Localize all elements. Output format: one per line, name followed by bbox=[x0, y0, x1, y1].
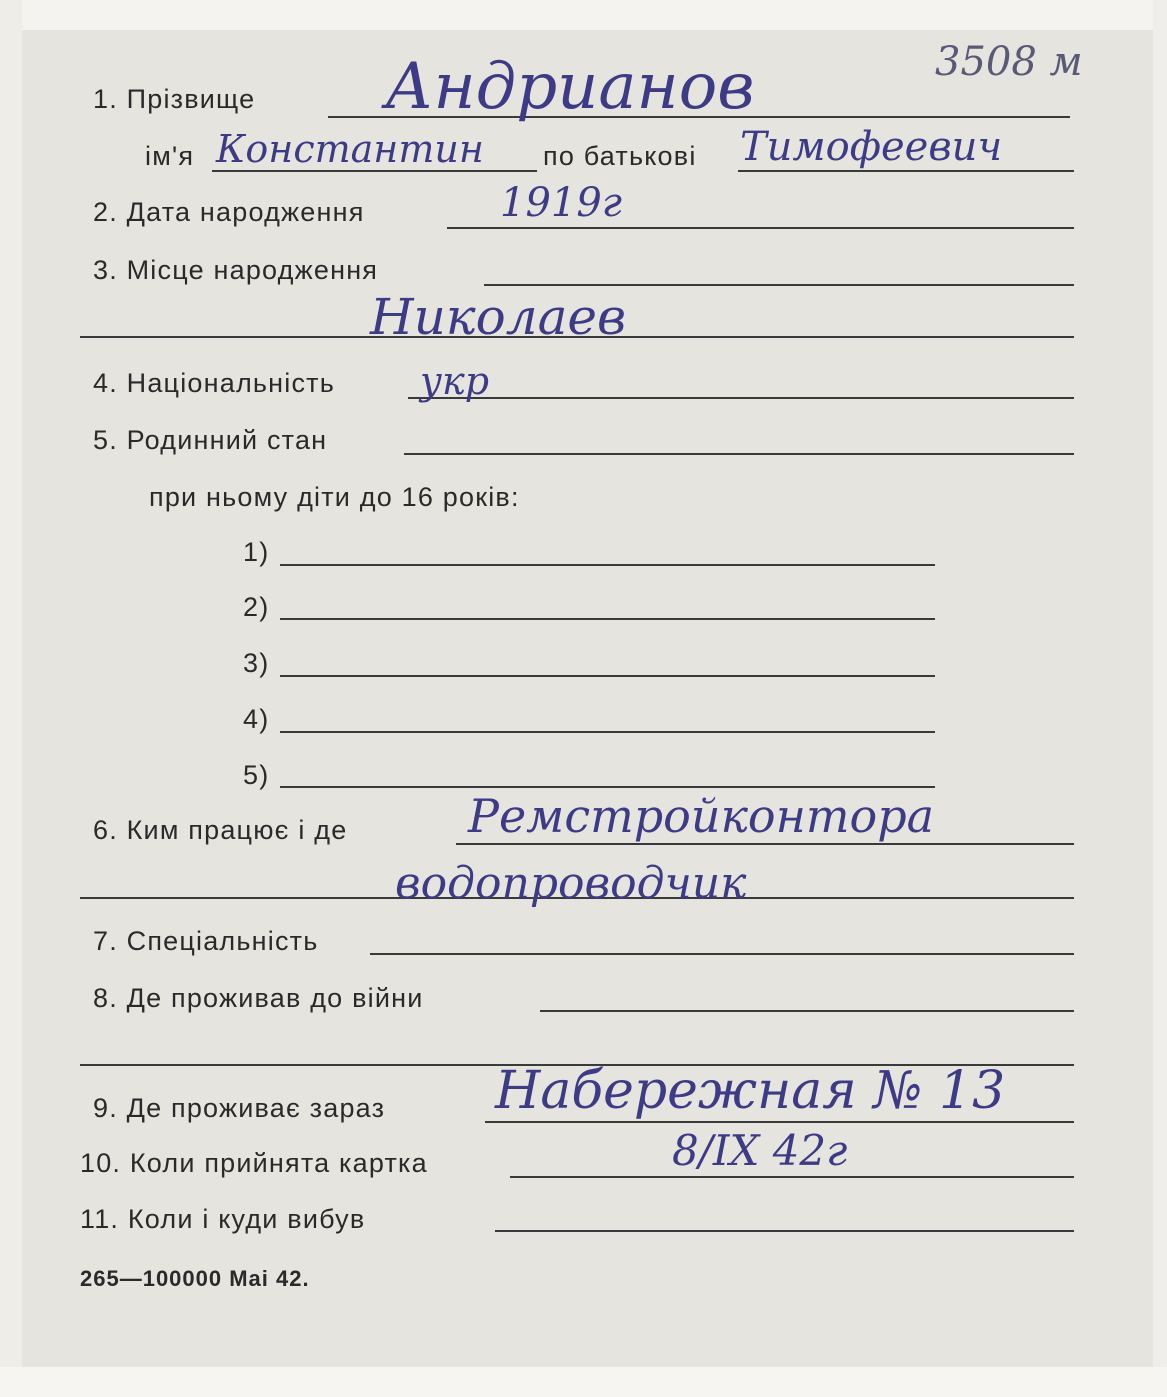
birth-date-line bbox=[447, 227, 1074, 229]
work-role-value: водопроводчик bbox=[395, 858, 747, 909]
current-label: 9. Де проживає зараз bbox=[93, 1093, 386, 1123]
surname-value: Андрианов bbox=[385, 50, 755, 124]
work-place-value: Ремстройконтора bbox=[468, 789, 935, 843]
paper-edge-right bbox=[1153, 0, 1167, 1397]
departure-line bbox=[495, 1230, 1074, 1232]
birth-place-label: 3. Місце народження bbox=[93, 255, 379, 285]
card-date-value: 8/IX 42г bbox=[672, 1126, 848, 1175]
child-line bbox=[280, 786, 935, 788]
patronymic-label: по батькові bbox=[543, 141, 697, 171]
work-label: 6. Ким працює і де bbox=[93, 815, 348, 845]
nationality-line bbox=[408, 397, 1074, 399]
card-date-label: 10. Коли прийнята картка bbox=[80, 1148, 428, 1178]
birth-place-value: Николаев bbox=[370, 288, 627, 346]
specialty-label: 7. Спеціальність bbox=[93, 926, 319, 956]
children-label: при ньому діти до 16 років: bbox=[149, 482, 520, 512]
child-number: 2) bbox=[243, 592, 270, 622]
child-line bbox=[280, 618, 935, 620]
child-line bbox=[280, 731, 935, 733]
marital-line bbox=[404, 453, 1074, 455]
departure-label: 11. Коли і куди вибув bbox=[80, 1204, 366, 1234]
work-line-1 bbox=[456, 843, 1074, 845]
current-line bbox=[485, 1121, 1074, 1123]
paper-edge-left bbox=[0, 0, 22, 1397]
patronymic-value: Тимофеевич bbox=[740, 124, 1003, 170]
paper-edge-top bbox=[0, 0, 1167, 30]
child-number: 3) bbox=[243, 648, 270, 678]
child-line bbox=[280, 564, 935, 566]
print-mark: 265—100000 Mai 42. bbox=[80, 1266, 310, 1291]
name-label: ім'я bbox=[145, 141, 195, 171]
child-line bbox=[280, 675, 935, 677]
birth-date-value: 1919г bbox=[500, 180, 623, 226]
name-value: Константин bbox=[216, 127, 484, 171]
prewar-label: 8. Де проживав до війни bbox=[93, 983, 424, 1013]
child-number: 5) bbox=[243, 760, 270, 790]
current-address-value: Набережная № 13 bbox=[495, 1061, 1006, 1121]
child-number: 4) bbox=[243, 704, 270, 734]
marital-label: 5. Родинний стан bbox=[93, 425, 328, 455]
paper-edge-bottom bbox=[0, 1367, 1167, 1397]
nationality-label: 4. Національність bbox=[93, 368, 336, 398]
surname-label: 1. Прізвище bbox=[93, 84, 256, 114]
nationality-value: укр bbox=[420, 359, 490, 403]
record-number: 3508 м bbox=[935, 39, 1083, 85]
birth-date-label: 2. Дата народження bbox=[93, 197, 365, 227]
child-number: 1) bbox=[243, 537, 270, 567]
card-date-line bbox=[510, 1176, 1074, 1178]
birth-place-line-1 bbox=[484, 284, 1074, 286]
specialty-line bbox=[370, 953, 1074, 955]
patronymic-line bbox=[738, 170, 1074, 172]
prewar-line-1 bbox=[540, 1010, 1074, 1012]
